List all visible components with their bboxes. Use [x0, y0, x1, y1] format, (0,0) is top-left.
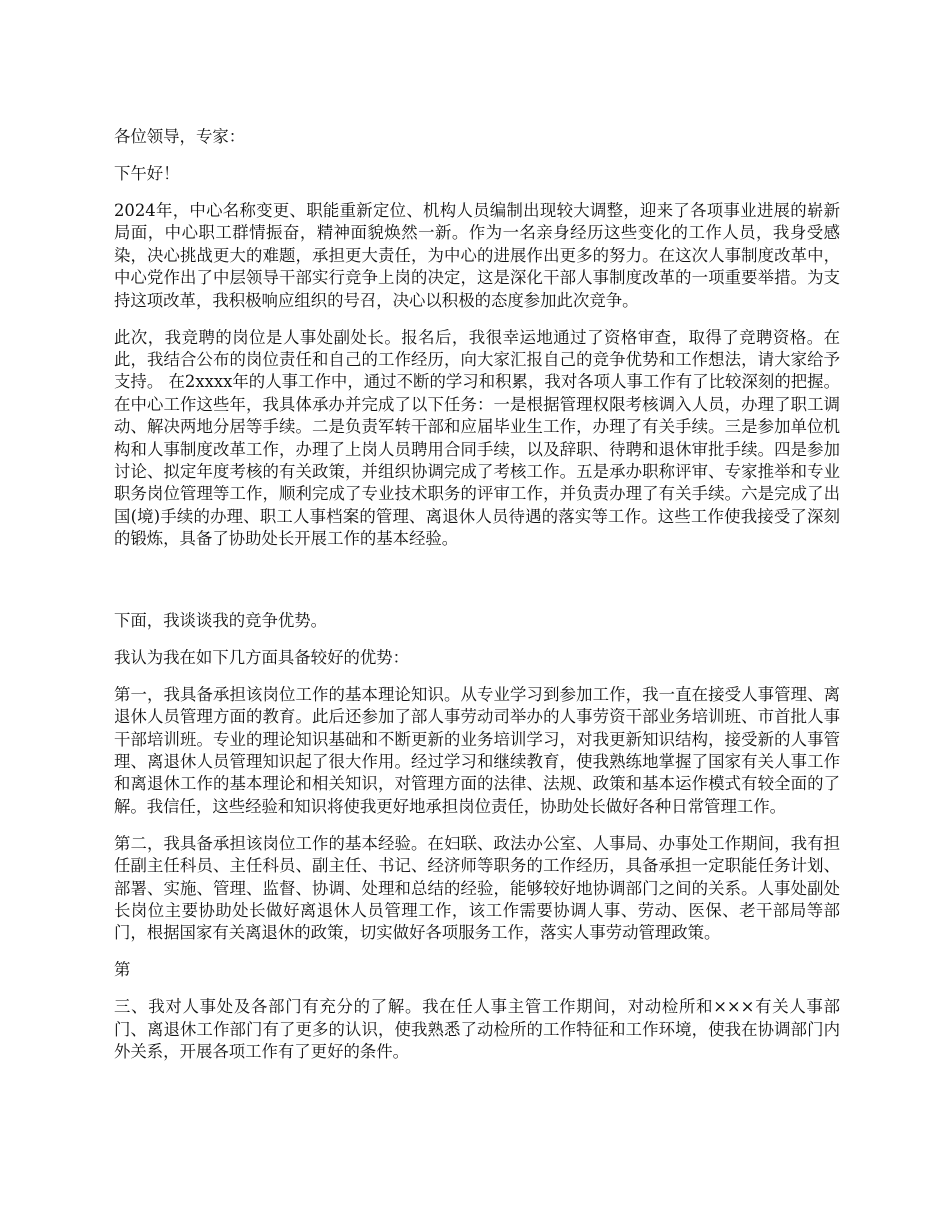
- paragraph-advantages-heading: 下面，我谈谈我的竞争优势。: [114, 610, 328, 630]
- paragraph-advantages-intro: 我认为我在如下几方面具备较好的优势：: [114, 647, 410, 667]
- paragraph-third-advantage: 三、我对人事处及各部门有充分的了解。我在任人事主管工作期间，对动检所和×××有关人事部门、离退休工作部门有了更多的认识，使我熟悉了动检所的工作特征和工作环境，使我在协调部门内外关系，开展各项工作有了更好的条件。: [114, 997, 840, 1062]
- paragraph-intro: 2024年，中心名称变更、职能重新定位、机构人员编制出现较大调整，迎来了各项事业进展的崭新局面，中心职工群情振奋，精神面貌焕然一新。作为一名亲身经历这些变化的工作人员，我身受感染，决心挑战更大的难题，承担更大责任，为中心的进展作出更多的努力。在这次人事制度改革中，中心党作出了中层领导干部实行竞争上岗的决定，这是深化干部人事制度改革的一项重要举措。为支持这项改革，我积极响应组织的号召，决心以积极的态度参加此次竞争。: [114, 201, 840, 310]
- paragraph-first-advantage: 第一，我具备承担该岗位工作的基本理论知识。从专业学习到参加工作，我一直在接受人事管理、离退休人员管理方面的教育。此后还参加了部人事劳动司举办的人事劳资干部业务培训班、市首批人事干部培训班。专业的理论知识基础和不断更新的业务培训学习，对我更新知识结构，接受新的人事管理、离退休人员管理知识起了很大作用。经过学习和继续教育，使我熟练地掌握了国家有关人事工作和离退休工作的基本理论和相关知识，对管理方面的法律、法规、政策和基本运作模式有较全面的了解。我信任，这些经验和知识将使我更好地承担岗位责任，协助处长做好各种日常管理工作。: [114, 684, 840, 816]
- salutation: 各位领导，专家：: [114, 127, 246, 146]
- document-body: [114, 126, 840, 1064]
- paragraph-position-experience: 此次，我竞聘的岗位是人事处副处长。报名后，我很幸运地通过了资格审查，取得了竞聘资格。在此，我结合公布的岗位责任和自己的工作经历，向大家汇报自己的竞争优势和工作想法，请大家给予支持。 在2xxxx年的人事工作中，通过不断的学习和积累，我对各项人事工作有了比较深刻的把握。在中心工作这些年，我具体承办并完成了以下任务：一是根据管理权限考核调入人员，办理了职工调动、解决两地分居等手续。二是负责军转干部和应届毕业生工作，办理了有关手续。三是参加单位机构和人事制度改革工作，办理了上岗人员聘用合同手续，以及辞职、待聘和退休审批手续。四是参加讨论、拟定年度考核的有关政策，并组织协调完成了考核工作。五是承办职称评审、专家推举和专业职务岗位管理等工作，顺利完成了专业技术职务的评审工作，并负责办理了有关手续。六是完成了出国(境)手续的办理、职工人事档案的管理、离退休人员待遇的落实等工作。这些工作使我接受了深刻的锻炼，具备了协助处长开展工作的基本经验。: [114, 327, 840, 549]
- greeting: 下午好！: [114, 164, 180, 183]
- paragraph-second-advantage: 第二，我具备承担该岗位工作的基本经验。在妇联、政法办公室、人事局、办事处工作期间，我有担任副主任科员、主任科员、副主任、书记、经济师等职务的工作经历，具备承担一定职能任务计划、部署、实施、管理、监督、协调、处理和总结的经验，能够较好地协调部门之间的关系。人事处副处长岗位主要协助处长做好离退休人员管理工作，该工作需要协调人事、劳动、医保、老干部局等部门，根据国家有关离退休的政策，切实做好各项服务工作，落实人事劳动管理政策。: [114, 833, 840, 943]
- paragraph-third-prefix: 第: [114, 960, 131, 980]
